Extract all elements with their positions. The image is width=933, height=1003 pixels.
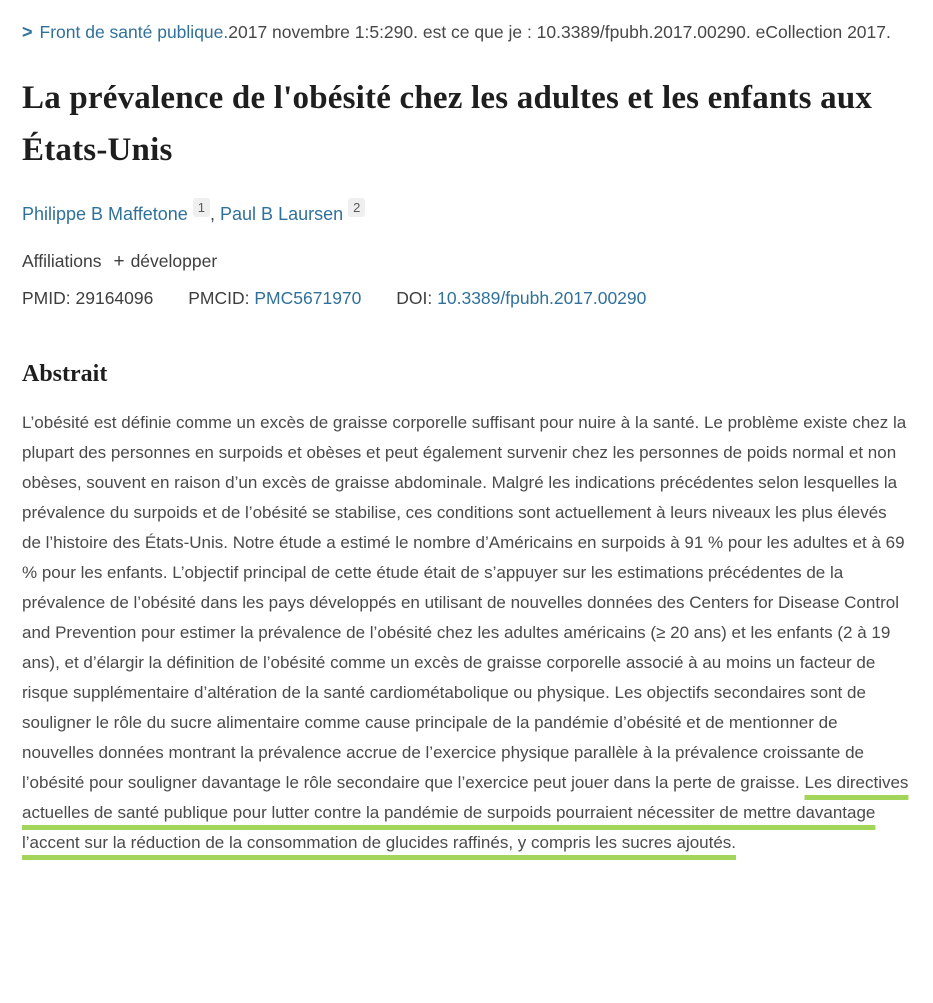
identifiers-row [22, 288, 909, 309]
author-link[interactable]: Paul B Laursen [220, 204, 344, 224]
journal-chevron-icon[interactable]: > [22, 22, 33, 42]
abstract-text [22, 408, 909, 858]
abstract-heading: Abstrait [22, 361, 108, 387]
affiliations-row [22, 251, 909, 273]
citation-details: 2017 novembre 1:5:290. est ce que je : 10.3389/fpubh.2017.00290. eCollection 2017. [228, 22, 891, 42]
journal-link[interactable]: Front de santé publique. [39, 22, 229, 42]
author-link[interactable]: Philippe B Maffetone [22, 204, 188, 224]
pmcid-label: PMCID: [188, 288, 250, 308]
pmid-group [22, 288, 153, 308]
author-separator: , [210, 204, 221, 224]
abstract-highlighted-sentence: Les directives actuelles de santé publique pour lutter contre la pandémie de surpoids pourraient nécessiter de mettre davantage l’accent sur la réduction de la consommation de glucides raffinés, y compris les sucres ajoutés. [22, 773, 909, 852]
doi-link[interactable]: 10.3389/fpubh.2017.00290 [437, 288, 647, 308]
citation-banner [22, 16, 909, 48]
pmcid-link[interactable]: PMC5671970 [254, 288, 362, 308]
pmid-label: PMID: [22, 288, 71, 308]
plus-icon: + [113, 251, 125, 272]
pmid-value: 29164096 [75, 288, 154, 308]
abstract-main-text: L’obésité est définie comme un excès de graisse corporelle suffisant pour nuire à la santé. Le problème existe chez la plupart des personnes en surpoids et obèses et peut également survenir chez les personnes de poids normal et non obèses, souvent en raison d’un excès de graisse abdominale. Malgré les indications précédentes selon lesquelles la prévalence du surpoids et de l’obésité se stabilise, ces conditions sont actuellement à leurs niveaux les plus élevés de l’histoire des États-Unis. Notre étude a estimé le nombre d’Américains en surpoids à 91 % pour les adultes et à 69 % pour les enfants. L’objectif principal de cette étude était de s’appuyer sur les estimations précédentes de la prévalence de l’obésité dans les pays développés en utilisant de nouvelles données des Centers for Disease Control and Prevention pour estimer la prévalence de l’obésité chez les adultes américains (≥ 20 ans) et les enfants (2 à 19 ans), et d’élargir la définition de l’obésité comme un excès de graisse corporelle associé à au moins un facteur de risque supplémentaire d’altération de la santé cardiométabolique ou physique. Les objectifs secondaires sont de souligner le rôle du sucre alimentaire comme cause principale de la pandémie d’obésité et de mentionner de nouvelles données montrant la prévalence accrue de l’exercice physique parallèle à la prévalence croissante de l’obésité pour souligner davantage le rôle secondaire que l’exercice peut jouer dans la perte de graisse. [22, 413, 907, 792]
authors-list [22, 200, 909, 225]
doi-label: DOI: [396, 288, 433, 308]
page-title: La prévalence de l'obésité chez les adultes et les enfants aux États-Unis [22, 80, 873, 168]
pmcid-group [188, 288, 361, 308]
author-affiliation-sup[interactable]: 1 [193, 198, 210, 217]
expand-affiliations-label: développer [130, 251, 218, 271]
doi-group [396, 288, 646, 308]
affiliations-label: Affiliations [22, 251, 102, 271]
expand-affiliations-button[interactable] [113, 251, 217, 273]
author-affiliation-sup[interactable]: 2 [348, 198, 365, 217]
